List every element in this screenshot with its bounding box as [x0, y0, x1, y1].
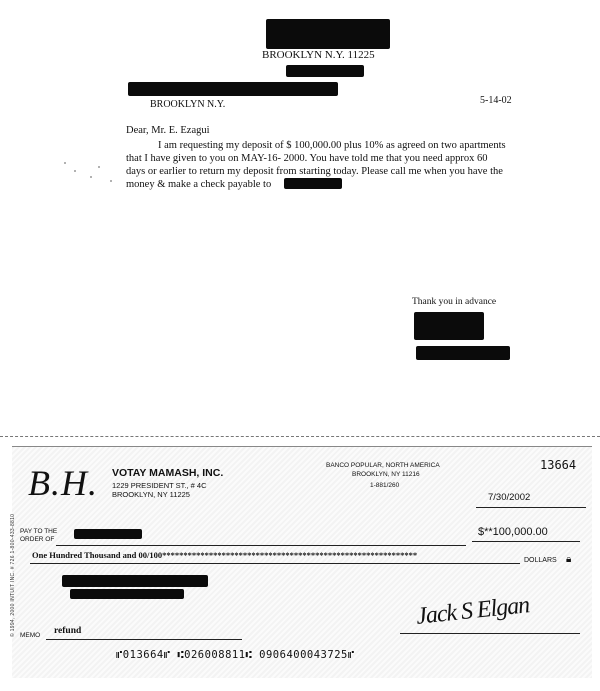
amount-box-line — [472, 541, 580, 542]
amount-in-words: One Hundred Thousand and 00/100************************************************************ — [32, 550, 418, 560]
page-divider — [0, 436, 600, 437]
signature-line — [400, 633, 580, 634]
pay-to-label: PAY TO THE — [20, 528, 58, 535]
salutation: Dear, Mr. E. Ezagui — [126, 125, 210, 136]
redacted-payee — [284, 178, 342, 189]
recipient-city: BROOKLYN N.Y. — [150, 99, 226, 110]
payer-name: VOTAY MAMASH, INC. — [112, 467, 224, 479]
micr-line: ⑈013664⑈ ⑆026008811⑆ 0906400043725⑈ — [116, 649, 355, 661]
scan-speck — [64, 162, 66, 164]
letter-date: 5-14-02 — [480, 95, 512, 106]
closing-line: Thank you in advance — [412, 297, 497, 307]
check-amount: $**100,000.00 — [478, 526, 548, 538]
bank-routing-fraction: 1-881/260 — [370, 482, 400, 489]
scan-speck — [90, 176, 92, 178]
memo-line — [46, 639, 242, 640]
letter-body-line: days or earlier to return my deposit from starting today. Please call me when you have the — [126, 166, 503, 177]
bank-check — [12, 446, 592, 678]
date-line — [476, 507, 586, 508]
redacted-check-address — [62, 575, 208, 587]
redacted-sender-phone — [286, 65, 364, 77]
payer-logo: B.H. — [28, 463, 98, 503]
lock-icon: 🔒︎ — [566, 554, 572, 565]
letter-body-line: I am requesting my deposit of $ 100,000.00 plus 10% as agreed on two apartments — [158, 140, 506, 151]
scan-speck — [110, 180, 112, 182]
payer-address-line: BROOKLYN, NY 11225 — [112, 490, 190, 499]
scan-speck — [98, 166, 100, 168]
redacted-sender-name — [266, 19, 390, 49]
letter-body-line: that I have given to you on MAY-16- 2000. You have told me that you need approx 60 — [126, 153, 488, 164]
redacted-check-address — [70, 589, 184, 599]
order-of-label: ORDER OF — [20, 536, 55, 543]
memo-value: refund — [54, 626, 82, 636]
dollars-label: DOLLARS — [524, 557, 557, 564]
check-side-print: © 1994, 2000 INTUIT INC. # 726 1-800-433-8810 — [10, 513, 16, 637]
redacted-recipient-address — [128, 82, 338, 96]
redacted-signature-title — [416, 346, 510, 360]
bank-city: BROOKLYN, NY 11216 — [352, 471, 420, 478]
bank-name: BANCO POPULAR, NORTH AMERICA — [326, 462, 440, 469]
redacted-check-payee — [74, 529, 142, 539]
sender-city: BROOKLYN N.Y. 11225 — [262, 49, 375, 61]
scan-speck — [74, 170, 76, 172]
signature: Jack S Elgan — [414, 592, 531, 630]
memo-label: MEMO — [20, 632, 41, 639]
letter-body-line: money & make a check payable to — [126, 179, 272, 190]
redacted-signature-name — [414, 312, 484, 340]
check-date: 7/30/2002 — [488, 492, 531, 503]
payer-address-line: 1229 PRESIDENT ST., # 4C — [112, 481, 207, 490]
check-number: 13664 — [540, 458, 577, 472]
amount-words-line — [30, 563, 520, 564]
payee-line — [56, 545, 466, 546]
